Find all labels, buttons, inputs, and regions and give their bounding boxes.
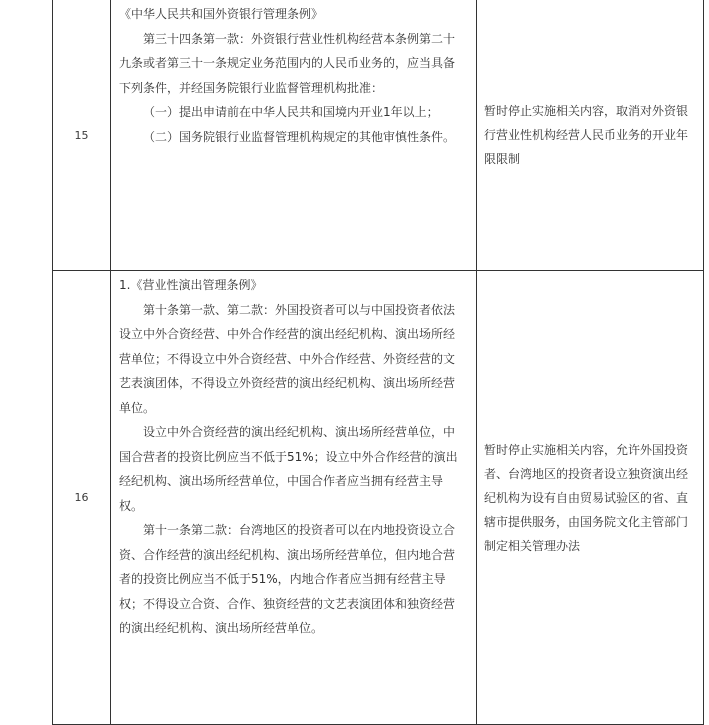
law-cell	[111, 0, 477, 271]
adjustment-cell: 暂时停止实施相关内容，允许外国投资者、台湾地区的投资者设立独资演出经纪机构为设有自由贸易试验区的省、直辖市提供服务，由国务院文化主管部门制定相关管理办法	[477, 271, 704, 725]
table-row	[53, 0, 704, 271]
law-paragraph: （一）提出申请前在中华人民共和国境内开业1年以上；	[143, 105, 439, 119]
row-number: 16	[53, 271, 111, 725]
law-paragraph: （二）国务院银行业监督管理机构规定的其他审慎性条件。	[143, 129, 456, 144]
row-number: 15	[53, 0, 111, 271]
law-paragraph: 第三十四条第一款：外资银行营业性机构经营本条例第二十九条或者第三十一条规定业务范围内的人民币业务的，应当具备下列条件，并经国务院银行业监督管理机构批准：	[119, 31, 456, 95]
adjustment-cell: 暂时停止实施相关内容，取消对外资银行营业性机构经营人民币业务的开业年限限制	[477, 0, 704, 271]
regulation-table	[52, 0, 704, 725]
law-paragraph: 第十条第一款、第二款：外国投资者可以与中国投资者依法设立中外合资经营、中外合作经营的演出经纪机构、演出场所经营单位；不得设立中外合资经营、中外合作经营、外资经营的文艺表演团体，不得设立外资经营的演出经纪机构、演出场所经营单位。	[119, 302, 456, 415]
law-title: 《中华人民共和国外资银行管理条例》	[119, 7, 324, 21]
law-cell	[111, 271, 477, 725]
law-paragraph: 设立中外合资经营的演出经纪机构、演出场所经营单位，中国合营者的投资比例应当不低于51%；设立中外合作经营的演出经纪机构、演出场所经营单位，中国合作者应当拥有经营主导权。	[119, 425, 458, 513]
table-row	[53, 271, 704, 725]
law-title: 1.《营业性演出管理条例》	[119, 278, 263, 292]
law-paragraph: 第十一条第二款：台湾地区的投资者可以在内地投资设立合资、合作经营的演出经纪机构、演出场所经营单位，但内地合营者的投资比例应当不低于51%，内地合作者应当拥有经营主导权；不得设立合资、合作、独资经营的文艺表演团体和独资经营的演出经纪机构、演出场所经营单位。	[119, 523, 456, 635]
